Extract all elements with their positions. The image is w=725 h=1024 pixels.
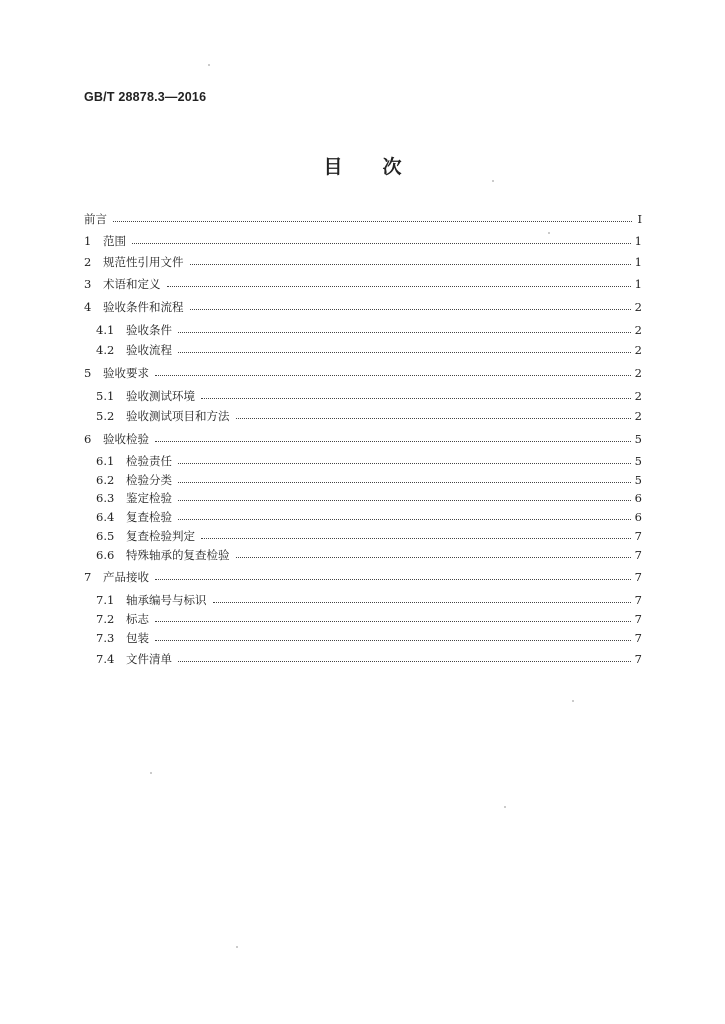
scan-speck <box>504 806 506 808</box>
toc-entry-page: 1 <box>634 234 642 248</box>
toc-dot-leader <box>201 397 631 399</box>
toc-dot-leader <box>167 285 631 287</box>
toc-entry-label: 验收流程 <box>126 343 172 357</box>
toc-entry-number: 5 <box>84 366 92 380</box>
toc-dot-leader <box>132 242 631 244</box>
toc-entry-label: 包装 <box>126 631 149 645</box>
toc-entry-page: 5 <box>634 454 642 468</box>
toc-title: 目次 <box>323 156 442 178</box>
toc-entry-label: 验收条件和流程 <box>103 300 184 314</box>
toc-entry[interactable] <box>84 253 642 271</box>
toc-entry-page: Ⅰ <box>637 212 642 226</box>
toc-entry[interactable] <box>84 591 642 609</box>
toc-entry-number: 4 <box>84 300 92 314</box>
toc-entry[interactable] <box>84 610 642 628</box>
toc-entry-page: 7 <box>634 652 642 666</box>
toc-entry-page: 2 <box>634 389 642 403</box>
toc-entry-number: 7.3 <box>96 631 115 645</box>
toc-dot-leader <box>201 537 631 539</box>
toc-entry-label: 检验分类 <box>126 473 172 487</box>
toc-entry-number: 5.1 <box>96 389 115 403</box>
toc-dot-leader <box>236 556 631 558</box>
toc-entry-page: 7 <box>634 570 642 584</box>
toc-entry-label: 标志 <box>126 612 149 626</box>
toc-entry-page: 2 <box>634 366 642 380</box>
toc-entry-number: 2 <box>84 255 92 269</box>
toc-entry[interactable] <box>84 364 642 382</box>
scan-speck <box>548 232 550 234</box>
toc-entry[interactable] <box>84 650 642 668</box>
toc-dot-leader <box>155 578 631 580</box>
toc-entry[interactable] <box>84 508 642 526</box>
toc-dot-leader <box>178 462 631 464</box>
toc-dot-leader <box>178 499 631 501</box>
toc-entry-label: 文件清单 <box>126 652 172 666</box>
toc-entry[interactable] <box>84 407 642 425</box>
toc-entry-label: 验收要求 <box>103 366 149 380</box>
toc-entry[interactable] <box>84 387 642 405</box>
toc-entry-number: 4.2 <box>96 343 115 357</box>
toc-entry[interactable] <box>84 321 642 339</box>
scan-speck <box>572 700 574 702</box>
toc-entry-number: 6.1 <box>96 454 115 468</box>
toc-entry[interactable] <box>84 452 642 470</box>
toc-entry-number: 7 <box>84 570 92 584</box>
toc-entry[interactable] <box>84 298 642 316</box>
toc-dot-leader <box>178 331 631 333</box>
toc-entry-number: 6.4 <box>96 510 115 524</box>
toc-entry-number: 6.2 <box>96 473 115 487</box>
toc-entry[interactable] <box>84 546 642 564</box>
toc-entry-number: 4.1 <box>96 323 115 337</box>
toc-entry-label: 规范性引用文件 <box>103 255 184 269</box>
toc-entry-page: 5 <box>634 473 642 487</box>
toc-entry-page: 7 <box>634 529 642 543</box>
toc-dot-leader <box>236 417 631 419</box>
toc-entry-page: 6 <box>634 510 642 524</box>
toc-entry-page: 2 <box>634 323 642 337</box>
toc-entry-page: 2 <box>634 343 642 357</box>
toc-entry-label: 范围 <box>103 234 126 248</box>
toc-entry-page: 7 <box>634 548 642 562</box>
toc-dot-leader <box>178 351 631 353</box>
toc-entry-number: 6.3 <box>96 491 115 505</box>
toc-entry-number: 1 <box>84 234 92 248</box>
toc-entry-page: 7 <box>634 631 642 645</box>
toc-entry-label: 验收测试环境 <box>126 389 195 403</box>
toc-entry-page: 1 <box>634 277 642 291</box>
scan-speck <box>236 946 238 948</box>
toc-entry-label: 检验责任 <box>126 454 172 468</box>
toc-entry[interactable] <box>84 275 642 293</box>
toc-entry[interactable] <box>84 430 642 448</box>
toc-entry-label: 验收测试项目和方法 <box>126 409 230 423</box>
toc-dot-leader <box>213 601 631 603</box>
toc-dot-leader <box>155 620 631 622</box>
toc-entry-number: 6.6 <box>96 548 115 562</box>
toc-entry-label: 术语和定义 <box>103 277 161 291</box>
toc-dot-leader <box>178 481 631 483</box>
toc-entry-label: 验收检验 <box>103 432 149 446</box>
toc-entry-page: 2 <box>634 409 642 423</box>
toc-dot-leader <box>155 440 631 442</box>
toc-entry-page: 1 <box>634 255 642 269</box>
toc-entry[interactable] <box>84 471 642 489</box>
toc-entry-number: 7.4 <box>96 652 115 666</box>
toc-entry[interactable] <box>84 629 642 647</box>
toc-entry-label: 产品接收 <box>103 570 149 584</box>
toc-entry-label: 轴承编号与标识 <box>126 593 207 607</box>
toc-entry-page: 6 <box>634 491 642 505</box>
toc-entry[interactable] <box>84 489 642 507</box>
toc-dot-leader <box>178 518 631 520</box>
scan-speck <box>150 772 152 774</box>
toc-entry-number: 6.5 <box>96 529 115 543</box>
toc-dot-leader <box>113 220 632 222</box>
toc-entry-number: 7.2 <box>96 612 115 626</box>
scan-speck <box>208 64 210 66</box>
toc-entry-page: 5 <box>634 432 642 446</box>
toc-entry[interactable] <box>84 210 642 228</box>
toc-entry-number: 5.2 <box>96 409 115 423</box>
toc-dot-leader <box>155 639 631 641</box>
toc-entry[interactable] <box>84 341 642 359</box>
scan-speck <box>492 180 494 182</box>
toc-entry-page: 7 <box>634 612 642 626</box>
toc-entry-label: 前言 <box>84 212 107 226</box>
toc-entry[interactable] <box>84 232 642 250</box>
toc-dot-leader <box>178 660 631 662</box>
toc-entry-label: 鉴定检验 <box>126 491 172 505</box>
toc-entry-page: 2 <box>634 300 642 314</box>
toc-dot-leader <box>190 263 631 265</box>
toc-entry-label: 特殊轴承的复查检验 <box>126 548 230 562</box>
toc-dot-leader <box>155 374 631 376</box>
toc-entry-page: 7 <box>634 593 642 607</box>
toc-entry-label: 验收条件 <box>126 323 172 337</box>
standard-code: GB/T 28878.3—2016 <box>84 90 207 104</box>
toc-entry-number: 7.1 <box>96 593 115 607</box>
toc-entry-label: 复查检验判定 <box>126 529 195 543</box>
toc-entry[interactable] <box>84 527 642 545</box>
toc-dot-leader <box>190 308 631 310</box>
toc-entry-number: 3 <box>84 277 92 291</box>
toc-entry[interactable] <box>84 568 642 586</box>
toc-entry-label: 复查检验 <box>126 510 172 524</box>
toc-entry-number: 6 <box>84 432 92 446</box>
